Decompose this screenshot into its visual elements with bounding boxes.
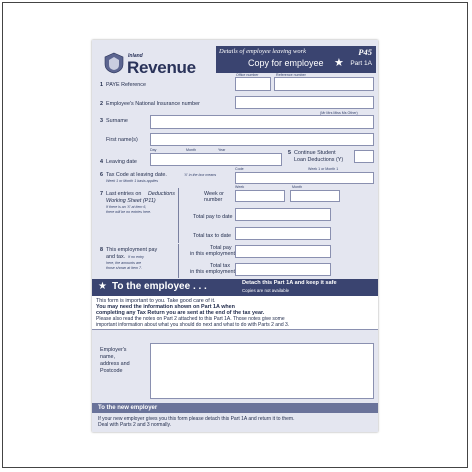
week-or-label: Week or xyxy=(204,191,224,197)
employee-line-1: This form is important to you. Take good care of it. xyxy=(96,298,216,304)
employer-address-field[interactable] xyxy=(150,343,374,399)
this-employment-label: This employment pay xyxy=(106,247,158,253)
reference-number-label: Reference number xyxy=(276,73,306,77)
employee-heading: To the employee . . . xyxy=(112,281,207,292)
total-tax-label: Total tax xyxy=(210,263,231,269)
new-employer-bar xyxy=(92,403,378,413)
employer-label-2: name, xyxy=(100,354,115,360)
nin-field[interactable] xyxy=(235,96,374,109)
in-this-employment-pay-label: in this employment xyxy=(190,251,235,257)
total-pay-to-date-label: Total pay to date xyxy=(193,214,233,220)
item-3-number: 3 xyxy=(100,118,103,124)
code-label: Code xyxy=(235,167,244,171)
employee-line-5: important information about what you should do next and what to do with Parts 2 and 3. xyxy=(96,322,290,328)
student-loan-label-1: Continue Student xyxy=(294,150,336,156)
month-col-label: Month xyxy=(292,185,302,189)
this-employment-hint-2: here, the amounts are xyxy=(106,261,142,265)
student-loan-field[interactable] xyxy=(354,150,374,163)
star-icon: ★ xyxy=(334,57,344,69)
leaving-date-field[interactable] xyxy=(150,153,282,166)
total-tax-to-date-field[interactable] xyxy=(235,227,331,240)
total-pay-this-employment-field[interactable] xyxy=(235,245,331,258)
tax-code-field[interactable] xyxy=(235,172,374,184)
new-employer-line-1: If your new employer gives you this form please detach this Part 1A and return it to them. xyxy=(98,416,295,422)
item-4-number: 4 xyxy=(100,159,103,165)
star-icon: ★ xyxy=(98,281,107,292)
day-label: Day xyxy=(150,148,157,152)
employee-line-3: completing any Tax Return you are sent at the end of the tax year. xyxy=(96,310,265,316)
header-form-code: P45 xyxy=(358,47,372,57)
student-loan-label-2: Loan Deductions (Y) xyxy=(294,157,344,163)
tax-code-label: Tax Code at leaving date. xyxy=(106,172,167,178)
employee-line-4: Please also read the notes on Part 2 attached to this Part 1A. Those notes give some xyxy=(96,316,285,322)
item-7-bracket xyxy=(178,188,179,243)
item-7-number: 7 xyxy=(100,191,103,197)
office-number-label: Office number xyxy=(236,73,259,77)
deductions-label: Deductions xyxy=(148,191,175,197)
header-title: Copy for employee xyxy=(248,58,324,68)
week-number-field[interactable] xyxy=(235,190,285,202)
detach-text: Detach this Part 1A and keep it safe xyxy=(242,280,337,286)
item-6-number: 6 xyxy=(100,172,103,178)
title-hint: (Mr Mrs Miss Ms Other) xyxy=(320,111,358,115)
reference-number-field[interactable] xyxy=(274,77,374,91)
last-entries-hint-1: If there is an 'X' at item 6, xyxy=(106,205,147,209)
item-2-number: 2 xyxy=(100,101,103,107)
working-sheet-label: Working Sheet (P11) xyxy=(106,198,156,204)
new-employer-heading: To the new employer xyxy=(98,404,158,411)
header-title-box xyxy=(216,46,376,73)
total-tax-this-employment-field[interactable] xyxy=(235,263,331,276)
employer-label-4: Postcode xyxy=(100,368,123,374)
total-pay-to-date-field[interactable] xyxy=(235,208,331,221)
first-names-label: First name(s) xyxy=(106,137,138,143)
office-number-field[interactable] xyxy=(235,77,271,91)
p45-form xyxy=(92,40,378,432)
item-1-number: 1 xyxy=(100,82,103,88)
employee-info-box xyxy=(92,296,378,330)
employer-label-1: Employer's xyxy=(100,347,127,353)
leaving-date-label: Leaving date xyxy=(106,159,137,165)
this-employment-hint-1: If no entry xyxy=(128,255,144,259)
and-tax-label: and tax. xyxy=(106,254,126,260)
in-this-employment-tax-label: in this employment xyxy=(190,269,235,275)
header-part: Part 1A xyxy=(350,60,372,67)
item-8-number: 8 xyxy=(100,247,103,253)
month-number-field[interactable] xyxy=(290,190,340,202)
nin-label: Employee's National Insurance number xyxy=(106,101,200,107)
surname-label: Surname xyxy=(106,118,128,124)
new-employer-line-2: Deal with Parts 2 and 3 normally. xyxy=(98,422,171,428)
surname-field[interactable] xyxy=(150,115,374,129)
item-5-number: 5 xyxy=(288,150,291,156)
week-label: Week xyxy=(235,185,245,189)
this-employment-hint-3: those shown at item 7. xyxy=(106,266,142,270)
crest-icon xyxy=(104,52,124,74)
employer-label-3: address and xyxy=(100,361,130,367)
logo-big-text: Revenue xyxy=(127,58,196,77)
first-names-field[interactable] xyxy=(150,133,374,146)
last-entries-label: Last entries on xyxy=(106,191,142,197)
total-pay-label: Total pay xyxy=(210,245,232,251)
month-label: Month xyxy=(186,148,196,152)
paye-label: PAYE Reference xyxy=(106,82,146,88)
number-label: number xyxy=(204,197,223,203)
employee-line-2: You may need the information shown on Part 1A when xyxy=(96,304,235,310)
tax-code-hint-1: 'X' in the box means xyxy=(184,173,217,177)
employee-section-bar xyxy=(92,279,378,296)
logo xyxy=(104,48,210,78)
item-8-bracket xyxy=(178,244,179,278)
copies-text: Copies are not available xyxy=(242,288,290,293)
total-tax-to-date-label: Total tax to date xyxy=(193,233,232,239)
last-entries-hint-2: there will be no entries here. xyxy=(106,210,152,214)
logo-small-text: Inland xyxy=(128,53,143,59)
week1-month1-label: Week 1 or Month 1 xyxy=(308,167,339,171)
tax-code-hint-2: Week 1 or Month 1 basis applies xyxy=(106,179,159,183)
year-label: Year xyxy=(218,148,226,152)
header-subtitle: Details of employee leaving work xyxy=(219,48,307,55)
